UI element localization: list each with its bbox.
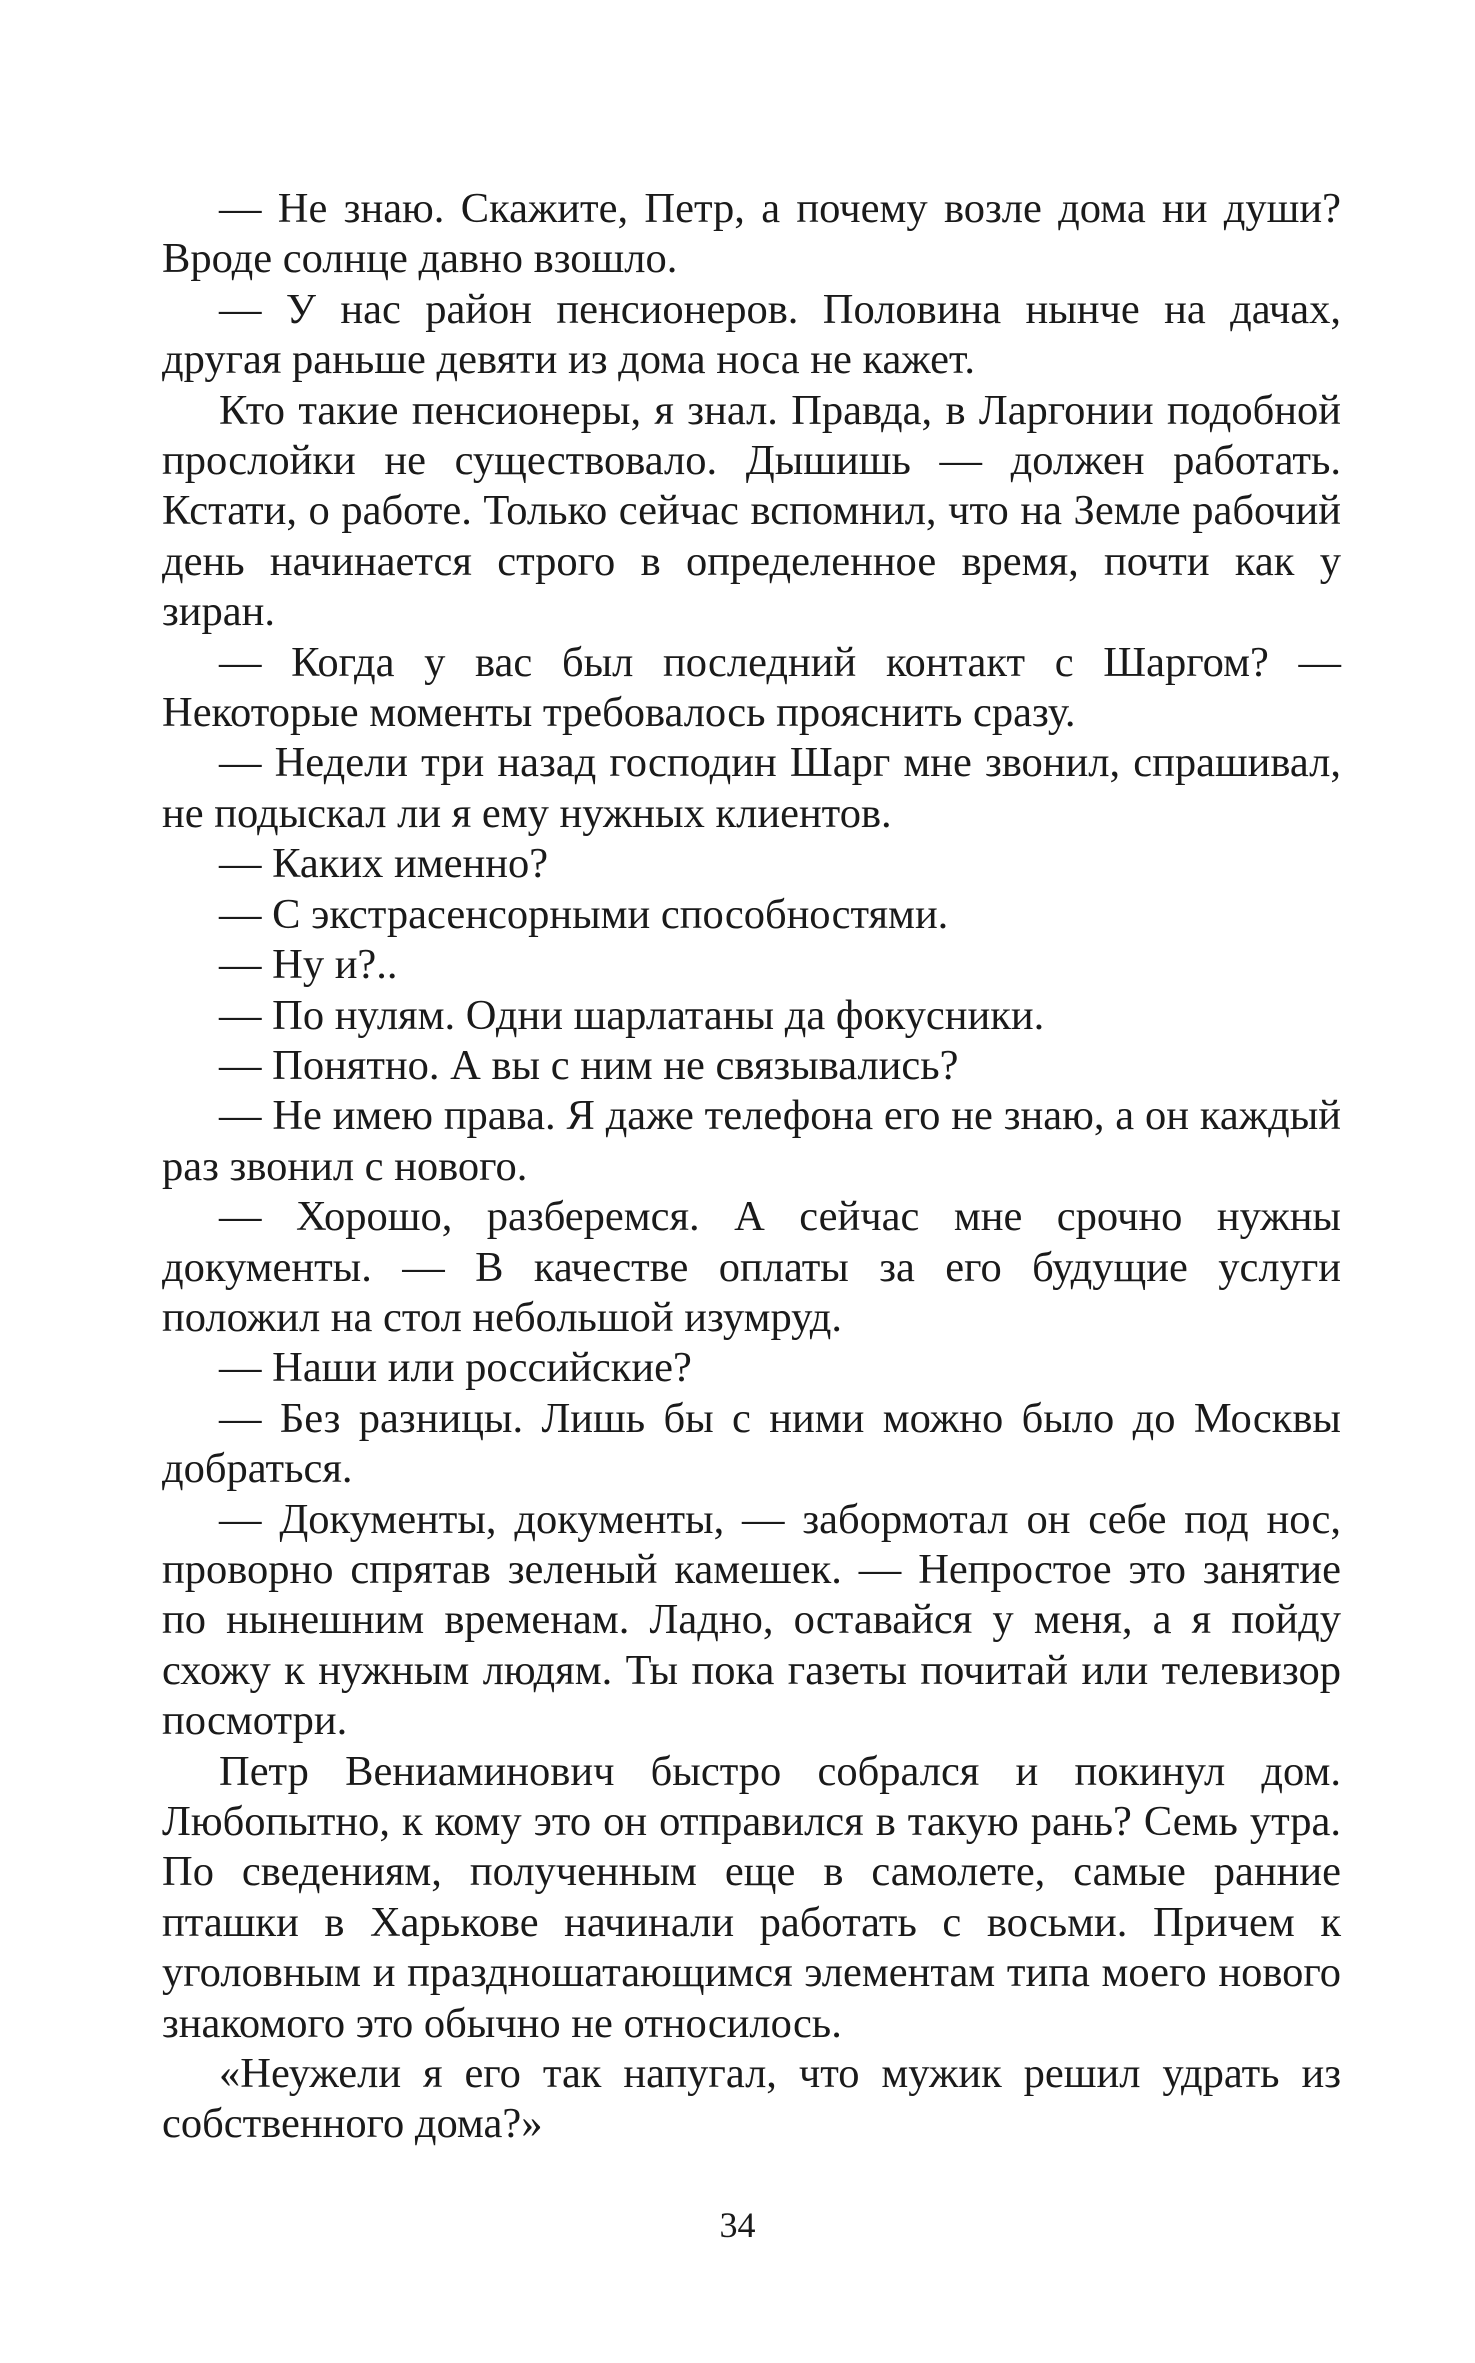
paragraph: Петр Вениаминович быстро собрался и покинул дом. Любопытно, к кому это он отправился в такую рань? Семь утра. По сведениям, полученным еще в самолете, самые ранние пташки в Харькове начинали работать с восьми. Причем к уголовным и праздношатающимся элементам типа моего нового знакомого это обычно не относилось. [162, 1747, 1341, 2047]
paragraph: — Ну и?.. [219, 941, 398, 989]
paragraph: — С экстрасенсорными способностями. [219, 890, 949, 938]
paragraph: Кто такие пенсионеры, я знал. Правда, в Ларгонии подобной прослойки не существовало. Дышишь — должен работать. Кстати, о работе. Только сейчас вспомнил, что на Земле рабочий день начинается строго в определенное время, почти как у зиран. [162, 386, 1341, 636]
paragraph: — Наши или российские? [219, 1344, 692, 1392]
page-number: 34 [719, 2205, 756, 2245]
paragraph: — Понятно. А вы с ним не связывались? [219, 1041, 959, 1089]
paragraph: — Без разницы. Лишь бы с ними можно было до Москвы добраться. [162, 1394, 1341, 1493]
paragraph: — Хорошо, разберемся. А сейчас мне срочно нужны документы. — В качестве оплаты за его будущие услуги положил на стол небольшой изумруд. [162, 1193, 1341, 1341]
paragraph: — Документы, документы, — забормотал он себе под нос, проворно спрятав зеленый камешек. — Непростое это занятие по нынешним временам. Ладно, оставайся у меня, а я пойду схожу к нужным людям. Ты пока газеты почитай или телевизор посмотри. [162, 1495, 1341, 1745]
paragraph: — По нулям. Одни шарлатаны да фокусники. [219, 991, 1045, 1039]
body-text [162, 184, 1341, 2150]
paragraph: — Не имею права. Я даже телефона его не знаю, а он каждый раз звонил с нового. [162, 1092, 1341, 1190]
paragraph: — Не знаю. Скажите, Петр, а почему возле дома ни души? Вроде солнце давно взошло. [162, 185, 1341, 283]
paragraph: — У нас район пенсионеров. Половина нынче на дачах, другая раньше девяти из дома носа не кажет. [162, 285, 1341, 384]
paragraph: — Каких именно? [219, 840, 549, 888]
paragraph: — Недели три назад господин Шарг мне звонил, спрашивал, не подыскал ли я ему нужных клиентов. [162, 739, 1341, 837]
paragraph: «Неужели я его так напугал, что мужик решил удрать из собственного дома?» [162, 2050, 1341, 2148]
paragraph: — Когда у вас был последний контакт с Шаргом? — Некоторые моменты требовалось прояснить сразу. [162, 638, 1341, 737]
